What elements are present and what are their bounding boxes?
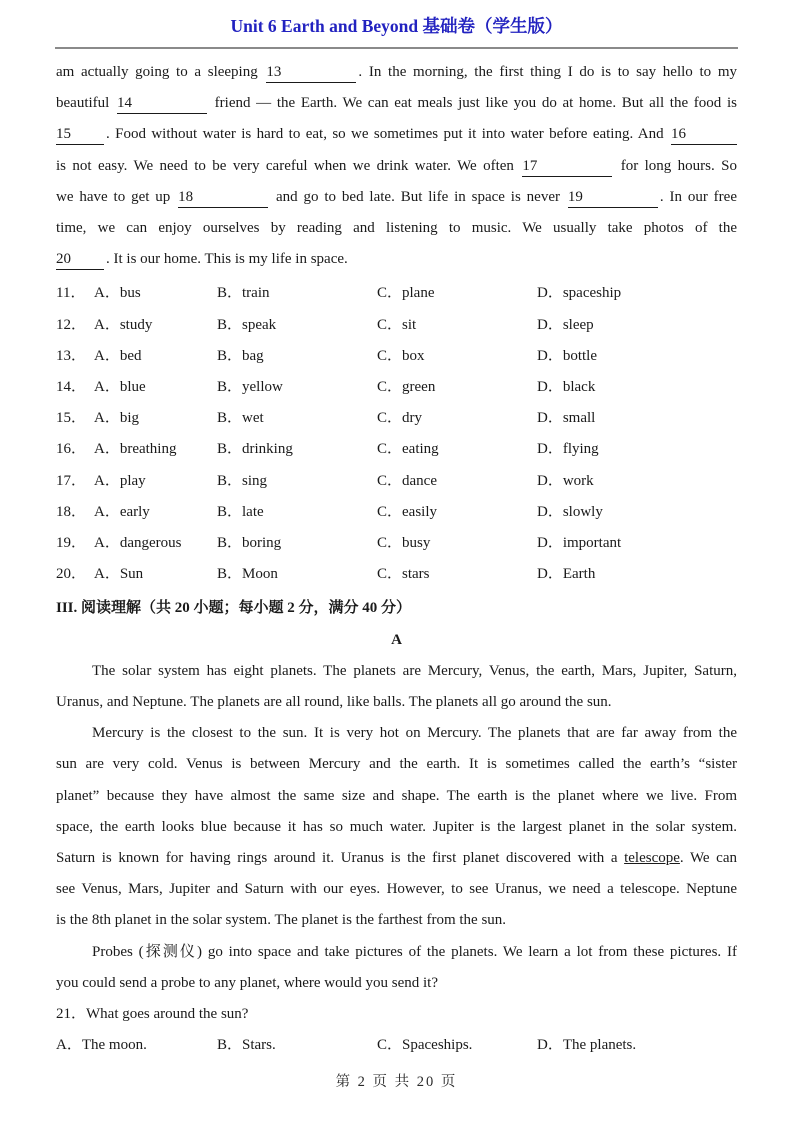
text-run: . In our free [659,188,737,205]
text-run: friend — the Earth. We can eat meals just like you do at home. But all the food is [209,95,737,112]
option-a: A．dangerous [94,535,182,552]
option-c: C．box [377,347,425,364]
text-run: Uranus, and Neptune. The planets are all round, like balls. The planets all go around the sun. [56,694,612,711]
option-d: D．slowly [537,503,603,520]
text-run: . We can [679,850,737,867]
question-row [56,559,737,590]
text-line [56,119,737,150]
question-row [56,341,737,372]
option-c: C．plane [377,285,435,302]
text-line [56,57,737,88]
text-line [56,905,737,936]
option-c: C．easily [377,503,437,520]
option-d: D．black [537,379,596,396]
question-number: 12． [56,316,87,333]
cloze-blank: 18 [178,188,268,208]
passage-label: A [391,631,402,648]
option-c: C．dry [377,410,423,427]
question-row [56,528,737,559]
option-a: A．big [94,410,140,427]
underlined-word: telescope [624,850,680,867]
question-row [56,372,737,403]
text-line [56,151,737,182]
option-d: D．sleep [537,316,594,333]
question-row [56,403,737,434]
text-line [56,937,737,968]
text-line [56,812,737,843]
cloze-blank: 15 [56,125,104,145]
text-line [56,718,737,749]
text-run: am actually going to a sleeping [56,64,265,80]
option-a: A．blue [94,379,146,396]
cloze-blank: 16 [671,125,737,145]
reading-passage [56,656,737,999]
question-row [56,497,737,528]
question-number: 11． [56,285,86,302]
page-content [56,57,737,1062]
option-d: D．work [537,472,594,489]
text-run: . In the morning, the first thing I do is to say hello to my [358,64,737,80]
cloze-blank: 19 [568,188,658,208]
option-d: D．important [537,535,622,552]
question-number: 14． [56,379,87,396]
option-b: B．wet [217,410,264,427]
cloze-passage [56,57,737,275]
option-c: C．stars [377,566,430,583]
option-a: A．play [94,472,146,489]
option-a: A．bed [94,347,142,364]
question-21-text: 21．What goes around the sun? [56,1006,249,1023]
question-number: 18． [56,503,87,520]
text-run: space, the earth looks blue because it has so much water. Jupiter is the largest planet in the solar system. [56,818,737,835]
option-a: A．The moon. [56,1037,147,1054]
option-b: B．Moon [217,566,278,583]
cloze-questions-list [56,278,737,590]
text-run: and go to bed late. But life in space is never [270,188,566,205]
text-run: is not easy. We need to be very careful when we drink water. We often [56,157,521,174]
text-line [56,874,737,905]
text-run: Mercury is the closest to the sun. It is very hot on Mercury. The planets that are far away from the [92,725,737,742]
text-run: Probes (探测仪) go into space and take pictures of the planets. We learn a lot from these pictures. If [92,943,737,960]
option-d: D．bottle [537,347,597,364]
option-a: A．early [94,503,150,520]
option-c: C．busy [377,535,431,552]
option-d: D．flying [537,441,599,458]
option-b: B．Stars. [217,1037,276,1054]
option-b: B．drinking [217,441,293,458]
text-line [56,656,737,687]
question-number: 13． [56,347,87,364]
option-b: B．speak [217,316,277,333]
option-b: B．sing [217,472,268,489]
text-line [56,968,737,999]
text-line [56,781,737,812]
text-line [56,749,737,780]
option-d: D．Earth [537,566,596,583]
option-d: D．small [537,410,596,427]
text-line [56,843,737,874]
option-a: A．breathing [94,441,177,458]
text-run: planet” because they have almost the same size and shape. The earth is the planet where we live. From [56,787,737,804]
text-run: is the 8th planet in the solar system. The planet is the farthest from the sun. [56,912,507,929]
text-run: The solar system has eight planets. The planets are Mercury, Venus, the earth, Mars, Jupiter, Saturn, [92,662,737,679]
option-c: C．Spaceships. [377,1037,473,1054]
text-line [56,244,737,275]
option-c: C．eating [377,441,439,458]
question-21-options-row [56,1030,737,1061]
option-d: D．spaceship [537,285,622,302]
page-title: Unit 6 Earth and Beyond 基础卷（学生版） [230,16,563,36]
option-d: D．The planets. [537,1037,637,1054]
cloze-blank: 17 [522,157,612,177]
text-run: . Food without water is hard to eat, so we sometimes put it into water before eating. And [106,126,669,143]
cloze-blank: 13 [266,63,356,83]
question-number: 15． [56,410,87,427]
text-run: . It is our home. This is my life in space. [106,251,348,268]
option-a: A．study [94,316,153,333]
text-line [56,687,737,718]
option-b: B．late [217,503,264,520]
text-line [56,88,737,119]
option-a: A．Sun [94,566,144,583]
option-b: B．yellow [217,379,283,396]
option-c: C．green [377,379,436,396]
text-run: sun are very cold. Venus is between Mercury and the earth. It is sometimes called the earth’s “sister [56,756,737,773]
question-row [56,310,737,341]
text-run: time, we can enjoy ourselves by reading and listening to music. We usually take photos of the [56,220,737,237]
question-row [56,278,737,309]
question-number: 19． [56,535,87,552]
text-run: for long hours. So [614,157,737,174]
text-run: Saturn is known for having rings around it. Uranus is the first planet discovered with a [56,850,625,867]
cloze-blank: 20 [56,250,104,270]
option-c: C．sit [377,316,417,333]
question-number: 17． [56,472,87,489]
option-a: A．bus [94,285,141,302]
question-number: 16． [56,441,87,458]
text-run: we have to get up [56,188,177,205]
header-rule [55,47,738,49]
text-run: see Venus, Mars, Jupiter and Saturn with our eyes. However, to see Uranus, we need a telescope. Neptune [56,881,737,898]
option-b: B．bag [217,347,264,364]
question-number: 20． [56,566,87,583]
option-c: C．dance [377,472,437,489]
text-line [56,182,737,213]
text-line [56,213,737,244]
option-b: B．boring [217,535,282,552]
text-run: beautiful [56,95,115,112]
section-heading: III. 阅读理解（共 20 小题；每小题 2 分，满分 40 分） [56,600,412,617]
option-b: B．train [217,285,270,302]
cloze-blank: 14 [117,94,207,114]
question-row [56,434,737,465]
text-run: you could send a probe to any planet, where would you send it? [56,974,438,991]
page-footer: 第 2 页 共 20 页 [335,1074,458,1090]
question-row [56,466,737,497]
